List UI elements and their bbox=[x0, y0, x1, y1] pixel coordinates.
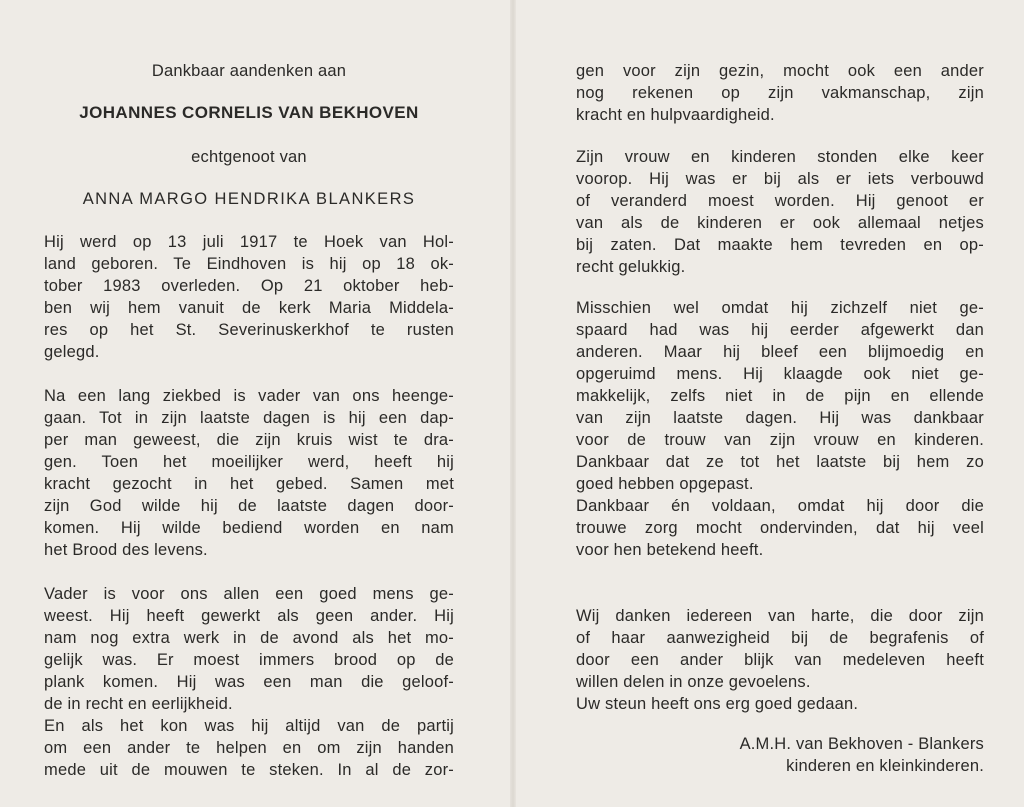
text-line: voor hen betekend heeft. bbox=[576, 541, 764, 559]
text-line: trouwe zorg mocht ondervinden, dat hij veel bbox=[576, 519, 984, 537]
text-line: mede uit de mouwen te steken. In al de zor- bbox=[44, 761, 454, 779]
text-line: recht gelukkig. bbox=[576, 258, 686, 276]
text-line: gelegd. bbox=[44, 343, 100, 361]
text-line: of veranderd moest worden. Hij genoot er bbox=[576, 192, 984, 210]
text-line: weest. Hij heeft gewerkt als geen ander. Hij bbox=[44, 607, 454, 625]
text-line: En als het kon was hij altijd van de partij bbox=[44, 717, 454, 735]
text-line: per man geweest, die zijn kruis wist te dra- bbox=[44, 431, 454, 449]
text-line: kracht en hulpvaardigheid. bbox=[576, 106, 775, 124]
text-line: door een ander blijk van medeleven heeft bbox=[576, 651, 984, 669]
spouse-name: ANNA MARGO HENDRIKA BLANKERS bbox=[82, 190, 416, 208]
text-line: Dankbaar dat ze tot het laatste bij hem zo bbox=[576, 453, 984, 471]
text-line: nog rekenen op zijn vakmanschap, zijn bbox=[576, 84, 984, 102]
text-line: anderen. Maar hij bleef een blijmoedig en bbox=[576, 343, 984, 361]
text-line: spaard had was hij eerder afgewerkt dan bbox=[576, 321, 984, 339]
signature-names: A.M.H. van Bekhoven - Blankers bbox=[739, 735, 984, 753]
text-line: gelijk was. Er moest immers brood op de bbox=[44, 651, 454, 669]
intro-text: Dankbaar aandenken aan bbox=[151, 62, 347, 80]
text-line: Na een lang ziekbed is vader van ons heenge- bbox=[44, 387, 454, 405]
text-line: kracht gezocht in het gebed. Samen met bbox=[44, 475, 454, 493]
text-line: van zijn laatste dagen. Hij was dankbaar bbox=[576, 409, 984, 427]
text-line: gaan. Tot in zijn laatste dagen is hij een dap- bbox=[44, 409, 454, 427]
text-line: gen voor zijn gezin, mocht ook een ander bbox=[576, 62, 984, 80]
text-line: bij zaten. Dat maakte hem tevreden en op- bbox=[576, 236, 984, 254]
text-line: de in recht en eerlijkheid. bbox=[44, 695, 233, 713]
text-line: gen. Toen het moeilijker werd, heeft hij bbox=[44, 453, 454, 471]
text-line: Dankbaar én voldaan, omdat hij door die bbox=[576, 497, 984, 515]
deceased-name: JOHANNES CORNELIS VAN BEKHOVEN bbox=[79, 103, 419, 122]
text-line: makkelijk, zelfs niet in de pijn en ellende bbox=[576, 387, 984, 405]
text-line: land geboren. Te Eindhoven is hij op 18 ok- bbox=[44, 255, 454, 273]
card-fold bbox=[510, 0, 516, 807]
text-line: Zijn vrouw en kinderen stonden elke keer bbox=[576, 148, 984, 166]
text-line: voorop. Hij was er bij als er iets verbouwd bbox=[576, 170, 984, 188]
text-line: Uw steun heeft ons erg goed gedaan. bbox=[576, 695, 859, 713]
text-line: tober 1983 overleden. Op 21 oktober heb- bbox=[44, 277, 454, 295]
text-line: om een ander te helpen en om zijn handen bbox=[44, 739, 454, 757]
text-line: voor de trouw van zijn vrouw en kinderen. bbox=[576, 431, 984, 449]
text-line: komen. Hij wilde bediend worden en nam bbox=[44, 519, 454, 537]
text-line: Wij danken iedereen van harte, die door zijn bbox=[576, 607, 984, 625]
text-line: opgeruimd mens. Hij klaagde ook niet ge- bbox=[576, 365, 984, 383]
text-line: willen delen in onze gevoelens. bbox=[576, 673, 811, 691]
text-line: res op het St. Severinuskerkhof te rusten bbox=[44, 321, 454, 339]
spouse-label: echtgenoot van bbox=[191, 148, 307, 166]
text-line: Misschien wel omdat hij zichzelf niet ge- bbox=[576, 299, 984, 317]
text-line: het Brood des levens. bbox=[44, 541, 208, 559]
text-line: van als de kinderen er ook allemaal netjes bbox=[576, 214, 984, 232]
text-line: nam nog extra werk in de avond als het mo- bbox=[44, 629, 454, 647]
signature-family: kinderen en kleinkinderen. bbox=[786, 757, 984, 775]
text-line: zijn God wilde hij de laatste dagen door- bbox=[44, 497, 454, 515]
text-line: of haar aanwezigheid bij de begrafenis of bbox=[576, 629, 984, 647]
text-line: ben wij hem vanuit de kerk Maria Middela- bbox=[44, 299, 454, 317]
text-line: goed hebben opgepast. bbox=[576, 475, 754, 493]
text-line: Hij werd op 13 juli 1917 te Hoek van Hol- bbox=[44, 233, 454, 251]
text-line: plank komen. Hij was een man die geloof- bbox=[44, 673, 454, 691]
text-line: Vader is voor ons allen een goed mens ge- bbox=[44, 585, 454, 603]
